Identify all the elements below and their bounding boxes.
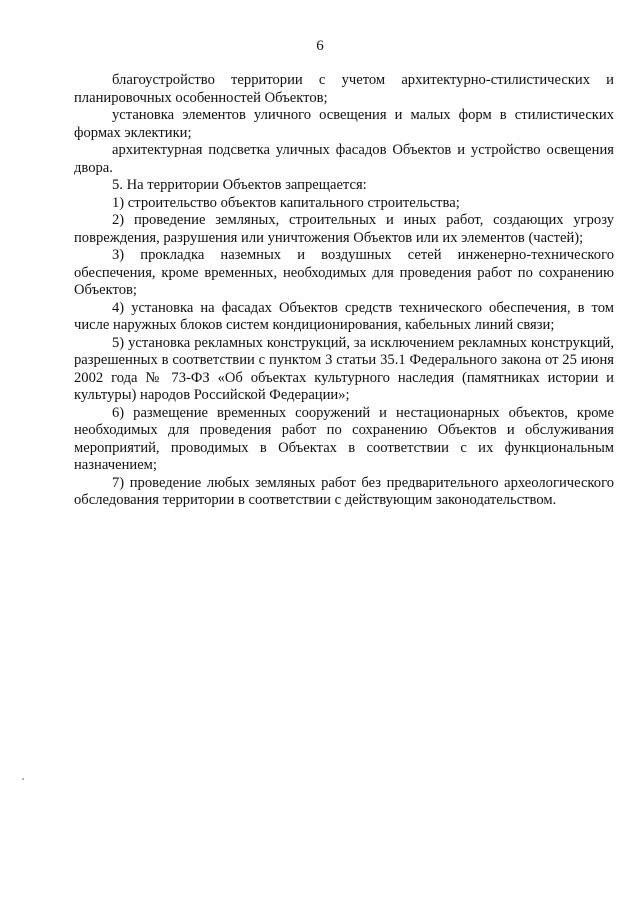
prohibition-item-6: 6) размещение временных сооружений и нестационарных объектов, кроме необходимых для проведения работ по сохранению Объектов и обслуживания мероприятий, проводимых в Объектах в соответствии с их функциональным назначением; [74, 404, 614, 473]
prohibition-item-7: 7) проведение любых земляных работ без предварительного археологического обследования территории в соответствии с действующим законодательством. [74, 474, 614, 508]
document-body [74, 72, 614, 510]
page-number: 6 [316, 38, 324, 54]
prohibition-item-4: 4) установка на фасадах Объектов средств технического обеспечения, в том числе наружных блоков систем кондиционирования, кабельных линий связи; [74, 299, 614, 333]
prohibition-item-5: 5) установка рекламных конструкций, за исключением рекламных конструкций, разрешенных в соответствии с пунктом 3 статьи 35.1 Федерального закона от 25 июня 2002 года № 73-ФЗ «Об объектах культурного наследия (памятниках истории и культуры) народов Российской Федерации»; [74, 334, 614, 403]
prohibition-item-3: 3) прокладка наземных и воздушных сетей инженерно-технического обеспечения, кроме временных, необходимых для проведения работ по сохранению Объектов; [74, 247, 614, 298]
section-5-heading: 5. На территории Объектов запрещается: [112, 177, 367, 193]
paragraph-landscaping: благоустройство территории с учетом архитектурно-стилистических и планировочных особенностей Объектов; [74, 72, 614, 106]
prohibition-item-1: 1) строительство объектов капитального строительства; [112, 194, 460, 211]
paragraph-street-lighting: установка элементов уличного освещения и малых форм в стилистических формах эклектики; [74, 107, 614, 141]
scan-speck [22, 778, 24, 780]
paragraph-facade-illumination: архитектурная подсветка уличных фасадов Объектов и устройство освещения двора. [74, 142, 614, 176]
prohibition-item-2: 2) проведение земляных, строительных и иных работ, создающих угрозу повреждения, разрушения или уничтожения Объектов или их элементов (частей); [74, 212, 614, 246]
